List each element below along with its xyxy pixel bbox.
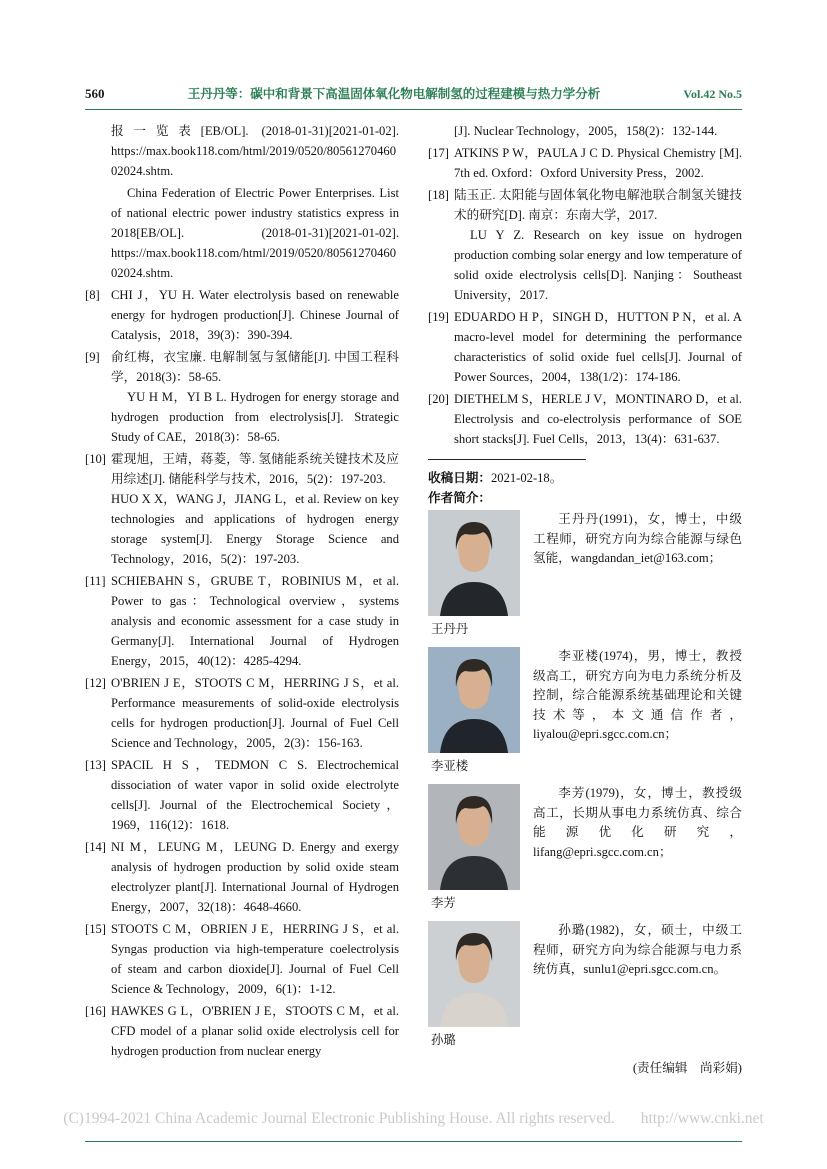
received-date-label: 收稿日期： <box>428 471 491 485</box>
reference-number: [18] <box>428 188 449 202</box>
reference-number: [17] <box>428 146 449 160</box>
author-name: 孙璐 <box>431 1033 456 1047</box>
references-left-column <box>85 121 399 1078</box>
reference-item <box>428 307 742 387</box>
reference-number: [9] <box>85 350 100 364</box>
reference-text: STOOTS C M，OBRIEN J E，HERRING J S，et al. Syngas production via high-temperature coelectrolysis of steam and carbon dioxide[J]. Journal of Fuel Cell Science & Technology，2009，6(1)：1-12. <box>111 922 399 996</box>
cnki-url: http://www.cnki.net <box>640 1110 764 1127</box>
reference-text: ATKINS P W，PAULA J C D. Physical Chemistry [M]. 7th ed. Oxford：Oxford University Press，2002. <box>454 146 742 180</box>
reference-text: 报一览表[EB/OL]. (2018-01-31)[2021-01-02]. https://max.book118.com/html/2019/0520/8056127046002024.shtm. <box>111 124 399 178</box>
footer-rule <box>85 1141 742 1142</box>
reference-text: EDUARDO H P，SINGH D，HUTTON P N，et al. A macro-level model for determining the performance characteristics of solid oxide fuel cells[J]. Journal of Power Sources，2004，138(1/2)：174-186. <box>454 310 742 384</box>
reference-text: 霍现旭，王靖，蒋菱，等. 氢储能系统关键技术及应用综述[J]. 储能科学与技术，2016，5(2)：197-203. <box>111 452 399 486</box>
author-photo-block <box>428 510 520 639</box>
reference-text: LU Y Z. Research on key issue on hydrogen production combing solar energy and low temperature of solid oxide electrolysis cells[D]. Nanjing：Southeast University，2017. <box>454 228 742 302</box>
reference-text: HAWKES G L，O'BRIEN J E，STOOTS C M，et al. CFD model of a planar solid oxide electrolysis cell for hydrogen production from nuclear energy <box>111 1004 399 1058</box>
references-right-column <box>428 121 742 449</box>
author-name: 王丹丹 <box>431 622 469 636</box>
author-bio: 王丹丹(1991)，女，博士，中级工程师，研究方向为综合能源与绿色氢能，wangdandan_iet@163.com； <box>533 512 742 566</box>
reference-number: [8] <box>85 288 100 302</box>
reference-number: [11] <box>85 574 106 588</box>
reference-item <box>428 185 742 305</box>
reference-text: CHI J，YU H. Water electrolysis based on renewable energy for hydrogen production[J]. Chinese Journal of Catalysis，2018，39(3)：390-394. <box>111 288 399 342</box>
author-photo <box>428 647 520 753</box>
editor-note: (责任编辑 尚彩娟) <box>632 1061 742 1075</box>
reference-number: [12] <box>85 676 106 690</box>
reference-number: [14] <box>85 840 106 854</box>
reference-item <box>85 673 399 753</box>
reference-text: DIETHELM S，HERLE J V，MONTINARO D，et al. Electrolysis and co-electrolysis performance of SOE short stacks[J]. Fuel Cells，2013，13(4)：631-637. <box>454 392 742 446</box>
author-bio: 孙璐(1982)，女，硕士，中级工程师，研究方向为综合能源与电力系统仿真，sunlu1@epri.sgcc.com.cn。 <box>533 923 742 977</box>
right-column <box>428 121 742 1078</box>
authors-list <box>428 510 742 1050</box>
author-entry <box>428 510 742 639</box>
author-entry <box>428 647 742 776</box>
reference-text: 陆玉正. 太阳能与固体氧化物电解池联合制氢关键技术的研究[D]. 南京：东南大学，2017. <box>454 188 742 222</box>
reference-number: [13] <box>85 758 106 772</box>
author-entry <box>428 921 742 1050</box>
received-date-value: 2021-02-18。 <box>490 471 563 485</box>
author-name: 李芳 <box>431 896 456 910</box>
author-bio: 李亚楼(1974)，男，博士，教授级高工，研究方向为电力系统分析及控制，综合能源系统基础理论和关键技术等，本文通信作者，liyalou@epri.sgcc.com.cn； <box>533 649 742 742</box>
author-photo <box>428 921 520 1027</box>
watermark <box>0 1110 827 1128</box>
received-date-line <box>428 468 742 488</box>
reference-text: China Federation of Electric Power Enterprises. List of national electric power industry statistics express in 2018[EB/OL]. (2018-01-31)[2021-01-02]. https://max.book118.com/html/2019/0520/8056127046002024.shtm. <box>111 186 399 280</box>
reference-item <box>85 449 399 569</box>
copyright-text: (C)1994-2021 China Academic Journal Electronic Publishing House. All rights reserved. <box>63 1110 615 1127</box>
reference-number: [15] <box>85 922 106 936</box>
reference-text: SCHIEBAHN S，GRUBE T，ROBINIUS M，et al. Power to gas：Technological overview，systems analysis and economic assessment for a case study in Germany[J]. International Journal of Hydrogen Energy，2015，40(12)：4285-4294. <box>111 574 399 668</box>
author-photo <box>428 510 520 616</box>
reference-item <box>85 837 399 917</box>
reference-text: [J]. Nuclear Technology，2005，158(2)：132-144. <box>454 124 718 138</box>
author-section <box>428 459 742 1078</box>
author-bio: 李芳(1979)，女，博士，教授级高工，长期从事电力系统仿真、综合能源优化研究，lifang@epri.sgcc.com.cn； <box>533 786 742 859</box>
reference-item <box>428 121 742 141</box>
running-title: 王丹丹等：碳中和背景下高温固体氧化物电解制氢的过程建模与热力学分析 <box>187 87 601 101</box>
content-columns <box>85 121 742 1078</box>
reference-text: HUO X X，WANG J，JIANG L，et al. Review on key technologies and applications of hydrogen energy storage system[J]. Energy Storage Science and Technology，2016，5(2)：197-203. <box>111 492 399 566</box>
author-bio-label: 作者简介： <box>428 491 491 505</box>
author-name: 李亚楼 <box>431 759 469 773</box>
reference-number: [16] <box>85 1004 106 1018</box>
reference-text: YU H M，YI B L. Hydrogen for energy storage and hydrogen production from electrolysis[J]. Strategic Study of CAE，2018(3)：58-65. <box>111 390 399 444</box>
page-header <box>85 84 742 110</box>
reference-item <box>428 143 742 183</box>
reference-number: [20] <box>428 392 449 406</box>
reference-text: SPACIL H S，TEDMON C S. Electrochemical dissociation of water vapor in solid oxide electrolyte cells[J]. Journal of the Electrochemical Society，1969，116(12)：1618. <box>111 758 399 832</box>
reference-item <box>85 121 399 181</box>
reference-item <box>85 285 399 345</box>
reference-item <box>85 571 399 671</box>
reference-text: 俞红梅，衣宝廉. 电解制氢与氢储能[J]. 中国工程科学，2018(3)：58-65. <box>111 350 399 384</box>
author-photo-block <box>428 921 520 1050</box>
reference-item <box>85 1001 399 1061</box>
reference-item <box>85 755 399 835</box>
reference-number: [19] <box>428 310 449 324</box>
author-photo <box>428 784 520 890</box>
author-entry <box>428 784 742 913</box>
page-number: 560 <box>85 86 105 101</box>
author-photo-block <box>428 647 520 776</box>
reference-item <box>85 919 399 999</box>
footnote-divider <box>428 459 586 460</box>
author-photo-block <box>428 784 520 913</box>
reference-item <box>85 347 399 447</box>
reference-item <box>428 389 742 449</box>
reference-item <box>85 183 399 283</box>
reference-number: [10] <box>85 452 106 466</box>
reference-text: O'BRIEN J E，STOOTS C M，HERRING J S，et al. Performance measurements of solid-oxide electrolysis cells for hydrogen production[J]. Journal of Fuel Cell Science and Technology，2005，2(3)：156-163. <box>111 676 399 750</box>
volume-issue: Vol.42 No.5 <box>683 87 742 101</box>
reference-text: NI M，LEUNG M，LEUNG D. Energy and exergy analysis of hydrogen production by solid oxide steam electrolyzer plant[J]. International Journal of Hydrogen Energy，2007，32(18)：4648-4660. <box>111 840 399 914</box>
